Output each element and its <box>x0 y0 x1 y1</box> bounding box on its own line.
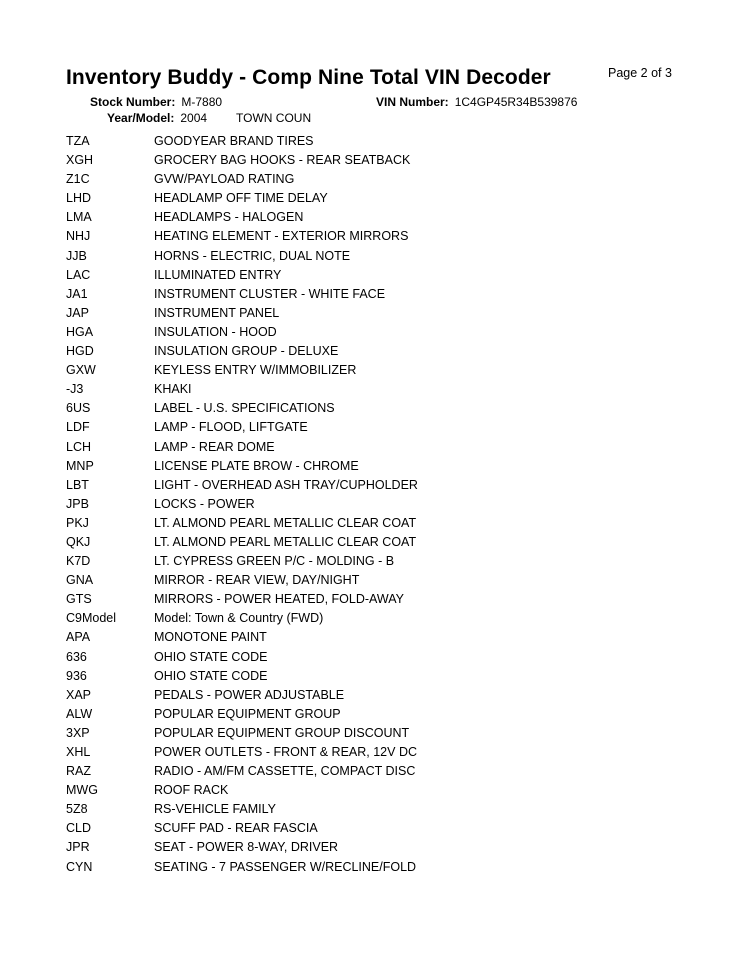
option-code: XGH <box>66 153 94 168</box>
option-description: RADIO - AM/FM CASSETTE, COMPACT DISC <box>154 764 416 779</box>
option-description: GVW/PAYLOAD RATING <box>154 172 295 187</box>
code-row <box>66 838 418 857</box>
option-description: SCUFF PAD - REAR FASCIA <box>154 821 318 836</box>
option-description: POPULAR EQUIPMENT GROUP DISCOUNT <box>154 725 410 740</box>
option-code: C9Model <box>66 611 117 626</box>
option-description: KEYLESS ENTRY W/IMMOBILIZER <box>154 363 357 378</box>
option-description: INSULATION GROUP - DELUXE <box>154 344 339 359</box>
stock-number-field <box>90 95 222 109</box>
code-row <box>66 476 418 495</box>
option-code: JJB <box>66 248 87 263</box>
option-description: SEATING - 7 PASSENGER W/RECLINE/FOLD <box>154 859 417 874</box>
option-code: LAC <box>66 267 91 282</box>
year-model-label: Year/Model: <box>107 111 175 125</box>
code-row <box>66 724 418 743</box>
option-description: SEAT - POWER 8-WAY, DRIVER <box>154 840 339 855</box>
option-description: HEATING ELEMENT - EXTERIOR MIRRORS <box>154 229 409 244</box>
option-code: XHL <box>66 745 91 759</box>
option-code: JA1 <box>66 286 88 301</box>
option-description: HEADLAMP OFF TIME DELAY <box>154 191 328 206</box>
code-row <box>66 800 418 819</box>
code-row <box>66 132 418 151</box>
option-code: NHJ <box>66 229 91 244</box>
option-code: 936 <box>66 668 87 683</box>
option-description: KHAKI <box>154 382 192 397</box>
code-row <box>66 858 418 877</box>
page-title: Inventory Buddy - Comp Nine Total VIN Decoder <box>66 66 551 89</box>
vin-number-label: VIN Number: <box>376 95 449 109</box>
code-row <box>66 819 418 838</box>
code-row <box>66 342 418 361</box>
option-description: PEDALS - POWER ADJUSTABLE <box>154 687 345 702</box>
option-description: LAMP - REAR DOME <box>154 439 275 454</box>
option-code: GNA <box>66 573 94 588</box>
option-description: OHIO STATE CODE <box>154 649 268 664</box>
option-code: LMA <box>66 210 92 225</box>
vin-number-field <box>376 95 577 109</box>
option-code: GTS <box>66 592 92 607</box>
option-description: INSTRUMENT CLUSTER - WHITE FACE <box>154 286 386 301</box>
option-code: MWG <box>66 783 98 798</box>
code-row <box>66 189 418 208</box>
option-code: LHD <box>66 191 92 206</box>
option-code: GXW <box>66 363 96 378</box>
option-code: JAP <box>66 305 89 320</box>
option-description: LABEL - U.S. SPECIFICATIONS <box>154 401 335 416</box>
option-description: HORNS - ELECTRIC, DUAL NOTE <box>154 248 351 263</box>
option-code: TZA <box>66 134 90 148</box>
code-row <box>66 418 418 437</box>
option-description: GROCERY BAG HOOKS - REAR SEATBACK <box>154 153 411 168</box>
code-row <box>66 648 418 667</box>
code-row <box>66 571 418 590</box>
option-description: LT. CYPRESS GREEN P/C - MOLDING - B <box>154 554 395 569</box>
code-row <box>66 552 418 571</box>
option-code: JPR <box>66 840 90 855</box>
option-description: POWER OUTLETS - FRONT & REAR, 12V DC <box>154 745 418 759</box>
option-code: RAZ <box>66 764 91 779</box>
option-description: ROOF RACK <box>154 783 229 798</box>
option-description: INSULATION - HOOD <box>154 324 277 339</box>
option-code: APA <box>66 630 91 645</box>
option-code: 3XP <box>66 725 90 740</box>
option-code: CYN <box>66 859 93 874</box>
option-code: PKJ <box>66 515 89 530</box>
option-description: MIRROR - REAR VIEW, DAY/NIGHT <box>154 573 360 588</box>
code-row <box>66 399 418 418</box>
option-code: HGD <box>66 344 94 359</box>
code-row <box>66 514 418 533</box>
code-row <box>66 762 418 781</box>
option-code: 636 <box>66 649 87 664</box>
code-row <box>66 686 418 705</box>
year-model-field <box>107 111 207 125</box>
code-row <box>66 743 418 762</box>
option-description: LAMP - FLOOD, LIFTGATE <box>154 420 308 435</box>
code-row <box>66 667 418 686</box>
option-code: XAP <box>66 687 92 702</box>
option-code: ALW <box>66 706 93 721</box>
code-row <box>66 208 418 227</box>
code-row <box>66 438 418 457</box>
option-description: LIGHT - OVERHEAD ASH TRAY/CUPHOLDER <box>154 477 418 492</box>
option-description: LT. ALMOND PEARL METALLIC CLEAR COAT <box>154 515 417 530</box>
option-description: HEADLAMPS - HALOGEN <box>154 210 304 225</box>
code-row <box>66 380 418 399</box>
option-description: GOODYEAR BRAND TIRES <box>154 134 314 148</box>
option-code: 6US <box>66 401 91 416</box>
code-row <box>66 247 418 266</box>
code-row <box>66 457 418 476</box>
option-description: MONOTONE PAINT <box>154 630 267 645</box>
option-code: K7D <box>66 554 91 569</box>
option-code: 5Z8 <box>66 802 88 817</box>
option-code: HGA <box>66 324 94 339</box>
code-row <box>66 170 418 189</box>
code-row <box>66 361 418 380</box>
option-code: Z1C <box>66 172 90 187</box>
code-row <box>66 266 418 285</box>
code-row <box>66 628 418 647</box>
option-description: RS-VEHICLE FAMILY <box>154 802 277 817</box>
option-code: MNP <box>66 458 94 473</box>
code-row <box>66 705 418 724</box>
option-code: -J3 <box>66 382 84 397</box>
code-row <box>66 151 418 170</box>
code-row <box>66 495 418 514</box>
option-description: ILLUMINATED ENTRY <box>154 267 282 282</box>
code-row <box>66 285 418 304</box>
option-code-list <box>66 132 418 877</box>
option-code: LBT <box>66 477 89 492</box>
code-row <box>66 781 418 800</box>
option-description: POPULAR EQUIPMENT GROUP <box>154 706 341 721</box>
option-description: LT. ALMOND PEARL METALLIC CLEAR COAT <box>154 534 417 549</box>
code-row <box>66 227 418 246</box>
year-value: 2004 <box>180 111 208 125</box>
option-description: INSTRUMENT PANEL <box>154 305 280 320</box>
code-row <box>66 590 418 609</box>
code-row <box>66 609 418 628</box>
option-code: LCH <box>66 439 92 454</box>
option-description: LICENSE PLATE BROW - CHROME <box>154 458 359 473</box>
code-row <box>66 323 418 342</box>
code-row <box>66 304 418 323</box>
option-code: LDF <box>66 420 90 435</box>
option-description: LOCKS - POWER <box>154 496 255 511</box>
option-description: MIRRORS - POWER HEATED, FOLD-AWAY <box>154 592 405 607</box>
option-code: JPB <box>66 496 89 511</box>
stock-number-value: M-7880 <box>181 95 223 109</box>
page-number: Page 2 of 3 <box>608 66 672 80</box>
option-code: CLD <box>66 821 92 836</box>
model-value: TOWN COUN <box>236 111 312 125</box>
option-description: Model: Town & Country (FWD) <box>154 611 324 626</box>
stock-number-label: Stock Number: <box>90 95 176 109</box>
option-code: QKJ <box>66 534 91 549</box>
vin-number-value: 1C4GP45R34B539876 <box>454 95 578 109</box>
option-description: OHIO STATE CODE <box>154 668 268 683</box>
code-row <box>66 533 418 552</box>
